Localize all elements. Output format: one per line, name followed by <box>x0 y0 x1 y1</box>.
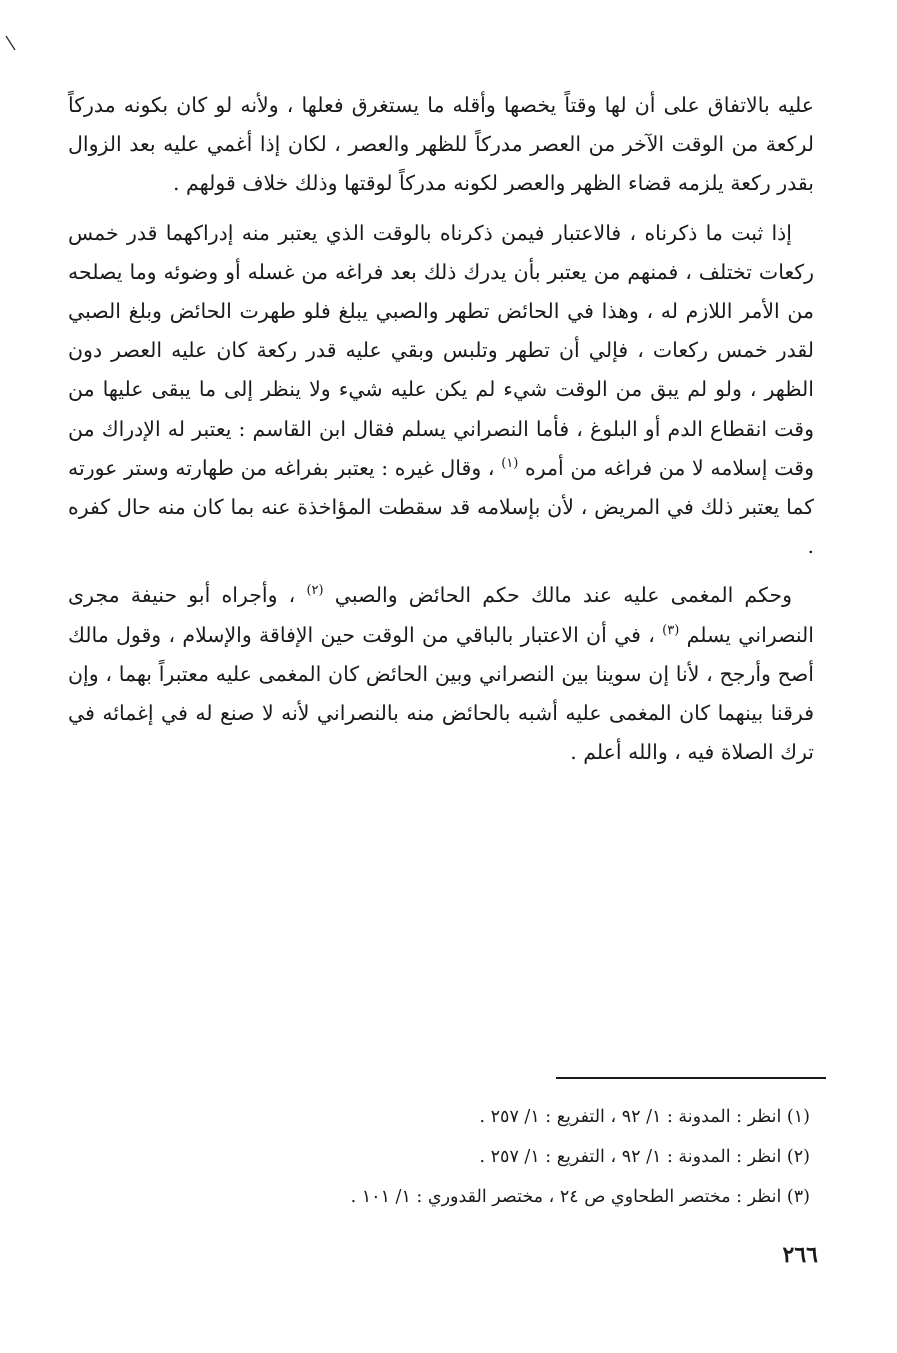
paragraph-2-text: إذا ثبت ما ذكرناه ، فالاعتبار فيمن ذكرناه بالوقت الذي يعتبر منه إدراكهما قدر خمس ركعات تختلف ، فمنهم من يعتبر بأن يدرك ذلك بعد فراغه من غسله أو وضوئه وما يصلحه من الأمر اللازم له ، وهذا في الحائض تطهر والصبي يبلغ فلو طهرت الحائض وبلغ الصبي لقدر خمس ركعات ، فإلي أن تطهر وتلبس وبقي عليه قدر ركعة كان عليه العصر دون الظهر ، ولو لم يبق من الوقت شيء لم يكن عليه شيء ولا ينظر إلى ما يبقى عليها من وقت انقطاع الدم أو البلوغ ، فأما النصراني يسلم فقال ابن القاسم : يعتبر له الإدراك من وقت إسلامه لا من فراغه من أمره <box>68 220 814 480</box>
paragraph-2 <box>68 214 814 567</box>
page-number: ٢٦٦ <box>782 1242 818 1268</box>
footnote-1: (١) انظر : المدونة : ١/ ٩٢ ، التفريع : ١/ ٢٥٧ . <box>479 1107 810 1127</box>
scan-corner-mark <box>4 34 18 52</box>
footnote-ref-3: (٣) <box>662 622 680 638</box>
main-text <box>68 86 814 772</box>
paragraph-3-middle: ، وأجراه أبو حنيفة مجرى النصراني يسلم <box>68 583 814 647</box>
footnote-ref-2: (٢) <box>306 583 324 599</box>
footnotes <box>80 1097 810 1217</box>
paragraph-1: عليه بالاتفاق على أن لها وقتاً يخصها وأقله ما يستغرق فعلها ، ولأنه لو كان بكونه مدركاً لركعة من الوقت الآخر من العصر مدركاً للظهر والعصر ، لكان إذا أغمي عليه بعد الزوال بقدر ركعة يلزمه قضاء الظهر والعصر لكونه مدركاً لوقتها وذلك خلاف قولهم . <box>68 93 814 196</box>
footnote-2: (٢) انظر : المدونة : ١/ ٩٢ ، التفريع : ١/ ٢٥٧ . <box>479 1147 810 1167</box>
footnote-separator <box>556 1077 826 1079</box>
paragraph-3-continuation: ، في أن الاعتبار بالباقي من الوقت حين الإفاقة والإسلام ، وقول مالك أصح وأرجح ، لأنا إن سوينا بين النصراني وبين الحائض كان المغمى عليه معتبراً بهما ، وإن فرقنا بينهما كان المغمى عليه أشبه بالحائض منه بالنصراني لأنه لا صنع له في إغمائه في ترك الصلاة فيه ، والله أعلم . <box>68 622 814 765</box>
paragraph-2-continuation: ، وقال غيره : يعتبر بفراغه من طهارته وستر عورته كما يعتبر ذلك في المريض ، لأن بإسلامه قد سقطت المؤاخذة عنه بما كان منه حال كفره . <box>68 455 814 559</box>
paragraph-3-text: وحكم المغمى عليه عند مالك حكم الحائض والصبي <box>334 583 792 608</box>
footnote-ref-1: (١) <box>501 456 519 471</box>
footnote-3: (٣) انظر : مختصر الطحاوي ص ٢٤ ، مختصر القدوري : ١/ ١٠١ . <box>350 1187 810 1207</box>
paragraph-3 <box>68 576 814 772</box>
